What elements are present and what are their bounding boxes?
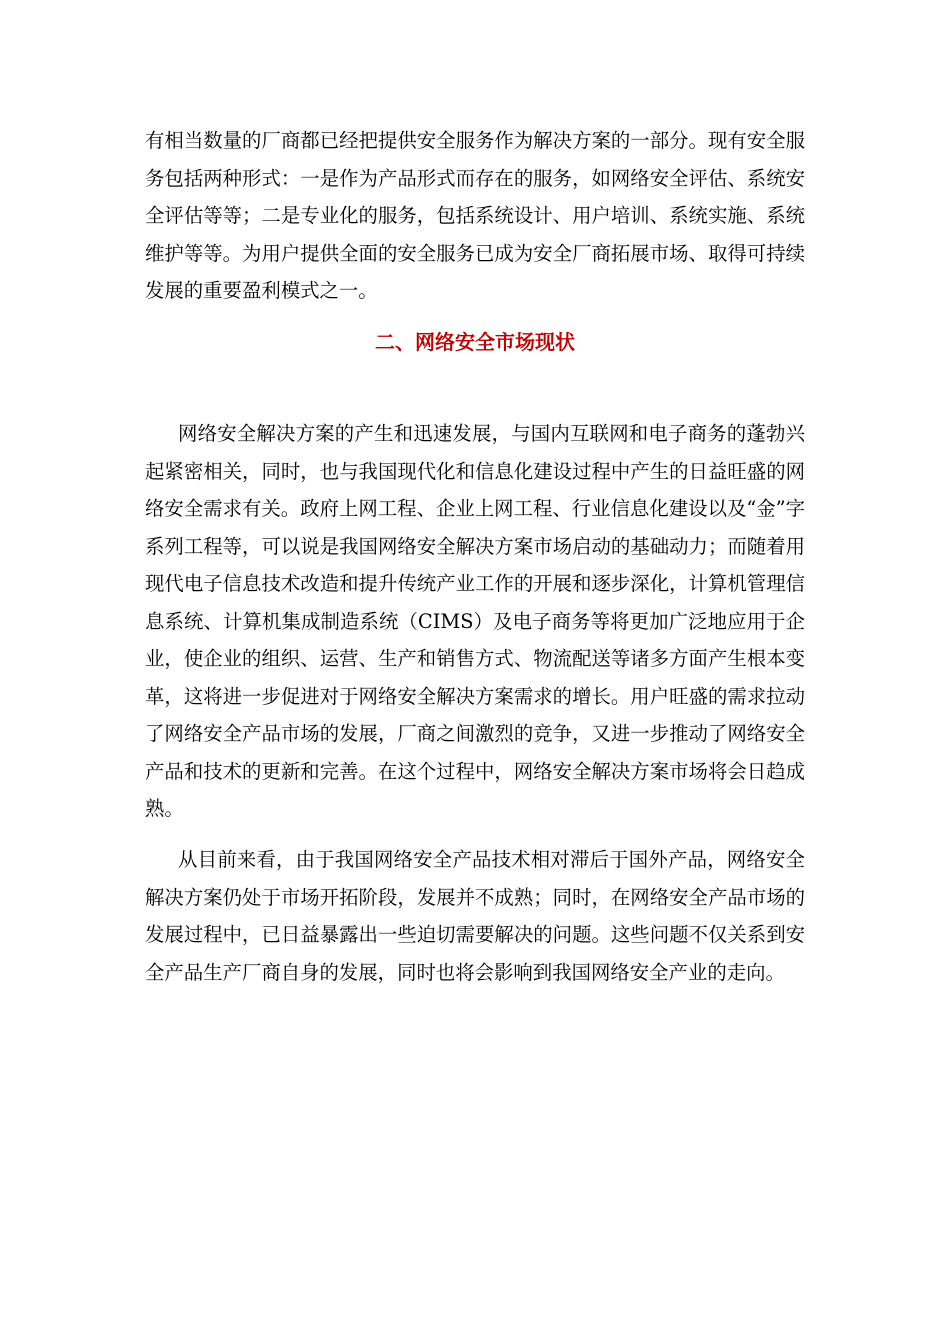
section-heading: 二、网络安全市场现状 (375, 330, 575, 354)
body-paragraph-2: 网络安全解决方案的产生和迅速发展，与国内互联网和电子商务的蓬勃兴起紧密相关，同时，也与我国现代化和信息化建设过程中产生的日益旺盛的网络安全需求有关。政府上网工程、企业上网工程、行业信息化建设以及“金”字系列工程等，可以说是我国网络安全解决方案市场启动的基础动力；而随着用现代电子信息技术改造和提升传统产业工作的开展和逐步深化，计算机管理信息系统、计算机集成制造系统（CIMS）及电子商务等将更加广泛地应用于企业，使企业的组织、运营、生产和销售方式、物流配送等诸多方面产生根本变革，这将进一步促进对于网络安全解决方案需求的增长。用户旺盛的需求拉动了网络安全产品市场的发展，厂商之间激烈的竞争，又进一步推动了网络安全产品和技术的更新和完善。在这个过程中，网络安全解决方案市场将会日趋成熟。 (145, 422, 805, 820)
body-paragraph-1: 有相当数量的厂商都已经把提供安全服务作为解决方案的一部分。现有安全服务包括两种形式：一是作为产品形式而存在的服务，如网络安全评估、系统安全评估等等；二是专业化的服务，包括系统设计、用户培训、系统实施、系统维护等等。为用户提供全面的安全服务已成为安全厂商拓展市场、取得可持续发展的重要盈利模式之一。 (145, 129, 805, 302)
body-paragraph-3: 从目前来看，由于我国网络安全产品技术相对滞后于国外产品，网络安全解决方案仍处于市场开拓阶段，发展并不成熟；同时，在网络安全产品市场的发展过程中，已日益暴露出一些迫切需要解决的问题。这些问题不仅关系到安全产品生产厂商自身的发展，同时也将会影响到我国网络安全产业的走向。 (145, 848, 805, 984)
